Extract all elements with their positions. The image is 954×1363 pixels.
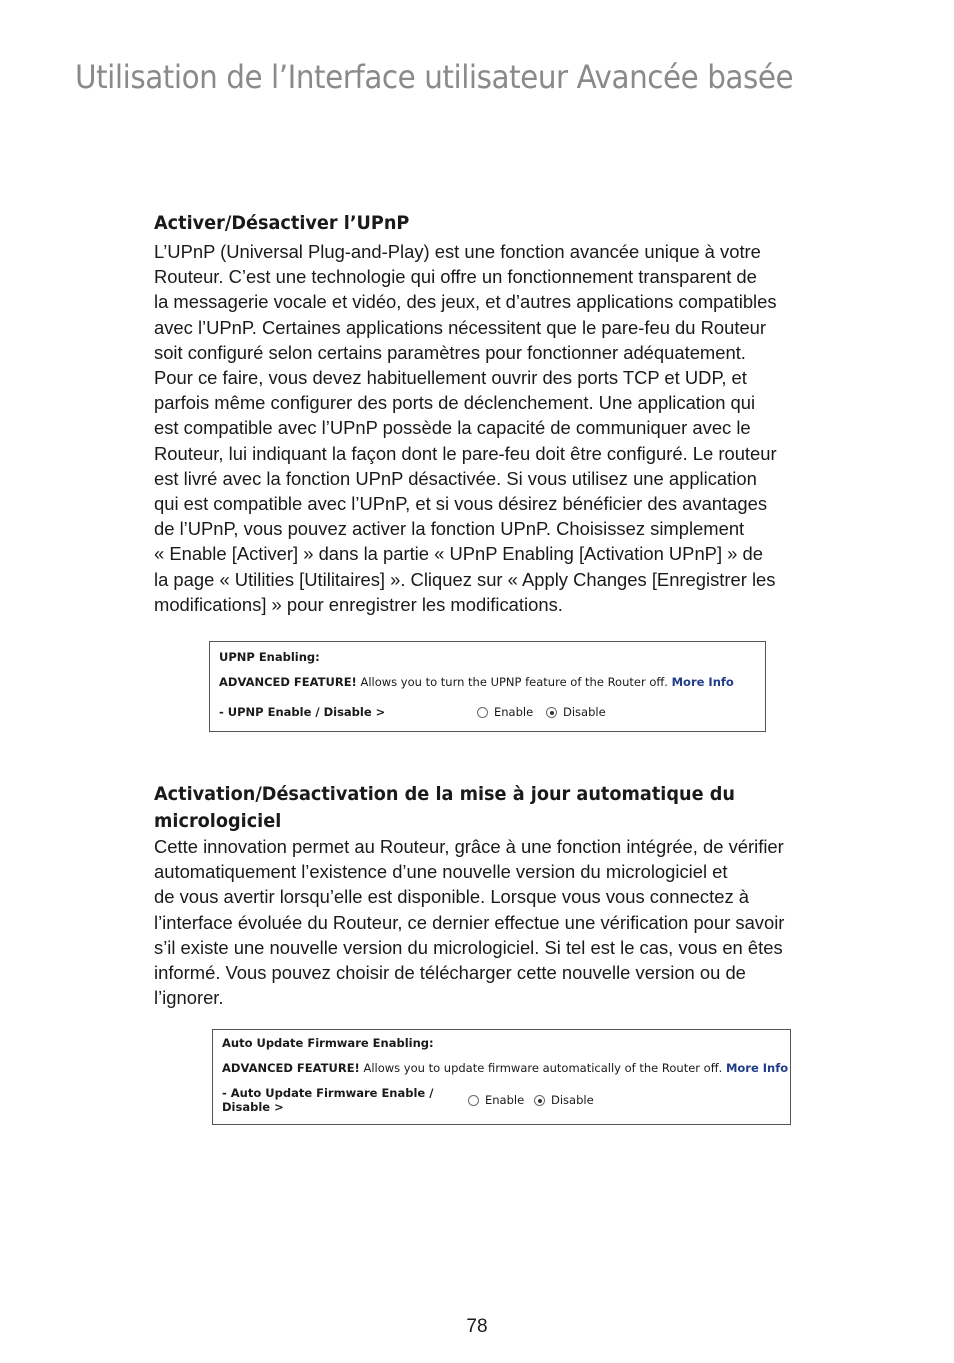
heading-line: micrologiciel — [154, 810, 282, 832]
upnp-disable-radio[interactable] — [546, 707, 557, 718]
heading-line: Activation/Désactivation de la mise à jour automatique du — [154, 783, 735, 805]
text-line: soit configuré selon certains paramètres pour fonctionner adéquatement. — [154, 341, 746, 363]
text-line: Routeur. C’est une technologie qui offre un fonctionnement transparent de — [154, 266, 757, 288]
upnp-settings-panel — [209, 641, 766, 732]
text-line: L’UPnP (Universal Plug-and-Play) est une fonction avancée unique à votre — [154, 241, 761, 262]
feature-description: Allows you to turn the UPNP feature of the Router off. — [356, 675, 672, 689]
text-line: automatiquement l’existence d’une nouvelle version du micrologiciel et — [154, 861, 728, 883]
firmware-disable-radio[interactable] — [534, 1095, 545, 1106]
more-info-link[interactable]: More Info — [671, 675, 734, 689]
firmware-enable-option[interactable] — [468, 1093, 524, 1107]
enable-label: Enable — [494, 705, 534, 719]
text-line: Routeur, lui indiquant la façon dont le pare-feu doit être configuré. Le routeur — [154, 442, 777, 464]
page-title: Utilisation de l’Interface utilisateur Avancée basée — [75, 58, 794, 96]
text-line: l’ignorer. — [154, 987, 224, 1009]
firmware-option-label: - Auto Update Firmware Enable / — [222, 1086, 434, 1100]
upnp-enable-option[interactable] — [477, 705, 533, 719]
firmware-enable-radio[interactable] — [468, 1095, 479, 1106]
page-number: 78 — [466, 1316, 488, 1337]
text-line: s’il existe une nouvelle version du micrologiciel. Si tel est le cas, vous en êtes — [154, 936, 783, 958]
section-heading-upnp: Activer/Désactiver l’UPnP — [154, 212, 410, 234]
text-line: la messagerie vocale et vidéo, des jeux, et d’autres applications compatibles — [154, 291, 777, 313]
upnp-option-label: - UPNP Enable / Disable > — [219, 705, 386, 719]
advanced-feature-label: ADVANCED FEATURE! — [222, 1061, 360, 1075]
text-line: l’interface évoluée du Routeur, ce dernier effectue une vérification pour savoir — [154, 911, 785, 933]
firmware-option-label: Disable > — [222, 1100, 284, 1114]
text-line: est livré avec la fonction UPnP désactivée. Si vous utilisez une application — [154, 467, 757, 489]
text-line: modifications] » pour enregistrer les modifications. — [154, 593, 563, 615]
text-line: la page « Utilities [Utilitaires] ». Cliquez sur « Apply Changes [Enregistrer les — [154, 568, 776, 590]
enable-label: Enable — [485, 1093, 525, 1107]
panel-title: UPNP Enabling: — [219, 650, 320, 664]
text-line: de l’UPnP, vous pouvez activer la fonction UPnP. Choisissez simplement — [154, 518, 745, 540]
text-line: parfois même configurer des ports de déclenchement. Une application qui — [154, 392, 756, 414]
text-line: est compatible avec l’UPnP possède la capacité de communiquer avec le — [154, 417, 751, 439]
advanced-feature-label: ADVANCED FEATURE! — [219, 675, 357, 689]
firmware-update-panel — [212, 1029, 791, 1125]
text-line: avec l’UPnP. Certaines applications nécessitent que le pare-feu du Routeur — [154, 316, 767, 338]
disable-label: Disable — [563, 705, 606, 719]
text-line: informé. Vous pouvez choisir de télécharger cette nouvelle version ou de — [154, 962, 746, 984]
more-info-link[interactable]: More Info — [725, 1061, 789, 1075]
section-heading-firmware — [154, 781, 735, 835]
firmware-description — [154, 834, 784, 1010]
feature-description: Allows you to update firmware automatically of the Router off. — [359, 1061, 726, 1075]
text-line: de vous avertir lorsqu’elle est disponible. Lorsque vous vous connectez à — [154, 886, 749, 908]
text-line: qui est compatible avec l’UPnP, et si vous désirez bénéficier des avantages — [154, 493, 768, 515]
text-line: Cette innovation permet au Routeur, grâce à une fonction intégrée, de vérifier — [154, 836, 784, 857]
upnp-disable-option[interactable] — [546, 705, 606, 719]
upnp-enable-radio[interactable] — [477, 707, 488, 718]
panel-title: Auto Update Firmware Enabling: — [222, 1036, 434, 1050]
upnp-description — [154, 239, 777, 617]
text-line: « Enable [Activer] » dans la partie « UPnP Enabling [Activation UPnP] » de — [154, 543, 763, 565]
firmware-disable-option[interactable] — [534, 1093, 594, 1107]
text-line: Pour ce faire, vous devez habituellement ouvrir des ports TCP et UDP, et — [154, 367, 747, 389]
disable-label: Disable — [551, 1093, 594, 1107]
